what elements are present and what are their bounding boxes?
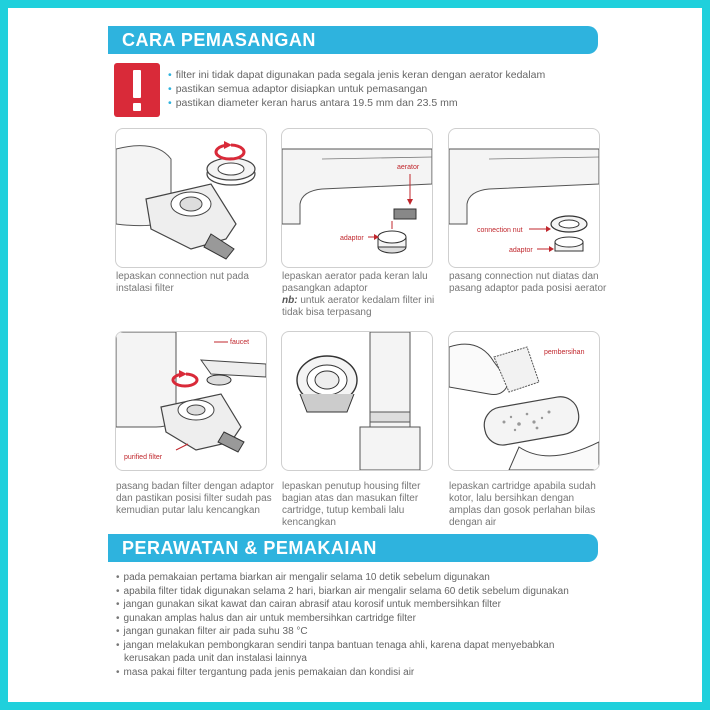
note-item: • pastikan semua adaptor disiapkan untuk pemasangan (168, 82, 608, 96)
warning-notes (168, 68, 608, 110)
adaptor-label: adaptor (340, 235, 364, 242)
step-1-illustration (115, 128, 267, 268)
note-item: • filter ini tidak dapat digunakan pada segala jenis keran dengan aerator kedalam (168, 68, 608, 82)
care-item: • apabila filter tidak digunakan selama 2 hari, biarkan air mengalir selama 60 detik sebelum digunakan (116, 585, 596, 599)
step-2-illustration (281, 128, 433, 268)
aerator-label: aerator (397, 164, 420, 171)
step-5-caption: lepaskan penutup housing filter bagian atas dan masukan filter cartridge, tutup kembali lalu kencangkan (282, 481, 421, 528)
care-list (116, 571, 596, 679)
connection-nut-removal-drawing (116, 129, 266, 267)
section-header-care (108, 534, 598, 562)
cleaning-label: pembersihan (544, 349, 585, 356)
warning-icon (114, 63, 160, 117)
step-2-note (282, 295, 442, 319)
adaptor-install-drawing (449, 129, 599, 267)
nb-label: nb: (282, 295, 298, 306)
aerator-removal-drawing (282, 129, 432, 267)
note-item: • pastikan diameter keran harus antara 19.5 mm dan 23.5 mm (168, 96, 608, 110)
care-item: • jangan gunakan filter air pada suhu 38 °C (116, 625, 596, 639)
step-4-caption: pasang badan filter dengan adaptor dan pastikan posisi filter sudah pas kemudian putar lalu kencangkan (116, 481, 274, 516)
cartridge-cleaning-drawing (449, 332, 599, 470)
step-6-illustration (448, 331, 600, 471)
step-4-illustration (115, 331, 267, 471)
step-6-caption: lepaskan cartridge apabila sudah kotor, lalu bersihkan dengan amplas dan gosok perlahan bilas dengan air (449, 481, 596, 528)
care-item: • jangan gunakan sikat kawat dan cairan abrasif atau korosif untuk membersihkan filter (116, 598, 596, 612)
filter-body-install-drawing (116, 332, 266, 470)
faucet-label: faucet (230, 339, 250, 346)
step-5-illustration (281, 331, 433, 471)
step-2-caption-main: lepaskan aerator pada keran lalu pasangkan adaptor (282, 271, 428, 294)
section-title: CARA PEMASANGAN (122, 29, 316, 50)
step-2-caption (282, 271, 442, 319)
step-3-caption: pasang connection nut diatas dan pasang adaptor pada posisi aerator (449, 271, 607, 294)
purified-filter-label: purified filter (124, 454, 163, 461)
section-header-install (108, 26, 598, 54)
housing-cap-drawing (282, 332, 432, 470)
care-item-continued: kerusakan pada unit dan instalasi lainnya (124, 653, 307, 664)
section-title: PERAWATAN & PEMAKAIAN (122, 537, 377, 558)
care-item: • pada pemakaian pertama biarkan air mengalir selama 10 detik sebelum digunakan (116, 571, 596, 585)
instruction-sheet (8, 8, 702, 702)
care-item: • gunakan amplas halus dan air untuk membersihkan cartridge filter (116, 612, 596, 626)
adaptor-label: adaptor (509, 247, 533, 254)
rotate-arrow-icon (173, 374, 197, 386)
rotate-arrow-icon (216, 145, 244, 159)
step-1-caption: lepaskan connection nut pada instalasi filter (116, 271, 249, 294)
care-item: • jangan melakukan pembongkaran sendiri tanpa bantuan tenaga ahli, karena dapat menyebabkan (116, 639, 596, 653)
step-3-illustration (448, 128, 600, 268)
nb-text: untuk aerator kedalam filter ini tidak bisa terpasang (282, 295, 435, 318)
connection-nut-label: connection nut (477, 227, 523, 234)
care-item: • masa pakai filter tergantung pada jenis pemakaian dan kondisi air (116, 666, 596, 680)
